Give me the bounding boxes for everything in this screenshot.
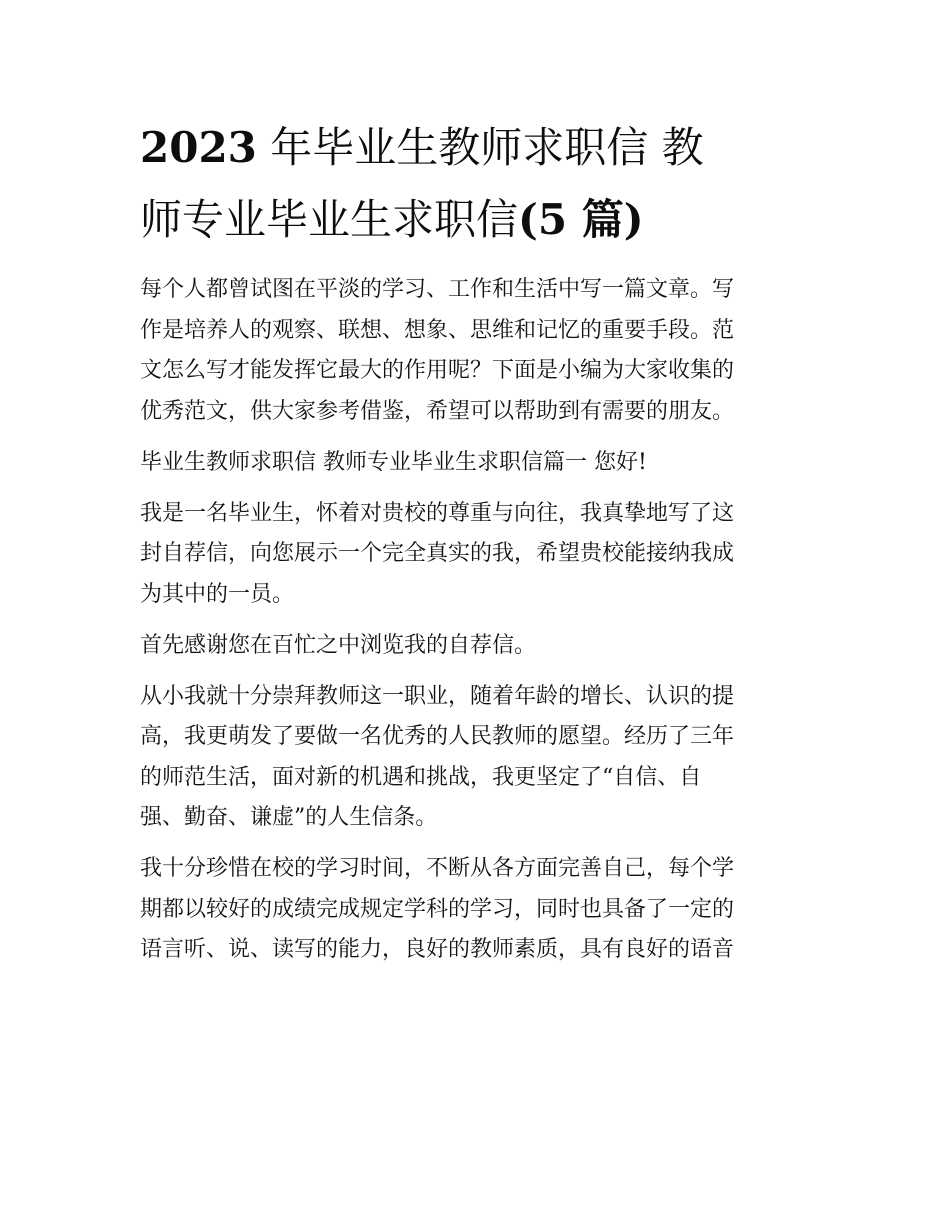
title-year: 2023 bbox=[140, 123, 257, 172]
title-line bbox=[140, 184, 812, 256]
title-text: 师专业毕业生求职信 bbox=[140, 195, 519, 244]
text-line: 我是一名毕业生，怀着对贵校的尊重与向往，我真挚地写了这 bbox=[140, 500, 735, 526]
paragraph-self-intro bbox=[140, 494, 812, 616]
text-line: 的师范生活，面对新的机遇和挑战，我更坚定了“自信、自 bbox=[140, 764, 702, 790]
text-line: 高，我更萌发了要做一名优秀的人民教师的愿望。经历了三年 bbox=[140, 724, 735, 749]
text-line: 优秀范文，供大家参考借鉴，希望可以帮助到有需要的朋友。 bbox=[140, 398, 735, 424]
text-line: 强、勤奋、谦虚”的人生信条。 bbox=[140, 805, 438, 830]
paragraph-motivation bbox=[140, 677, 812, 839]
document-content bbox=[140, 112, 812, 981]
text-line: 封自荐信，向您展示一个完全真实的我，希望贵校能接纳我成 bbox=[140, 541, 735, 566]
text-line: 期都以较好的成绩完成规定学科的学习，同时也具备了一定的 bbox=[140, 896, 735, 922]
paragraph-heading bbox=[140, 443, 812, 484]
paragraph-thanks bbox=[140, 626, 812, 667]
title-line bbox=[140, 112, 812, 184]
text-line: 从小我就十分崇拜教师这一职业，随着年龄的增长、认识的提 bbox=[140, 683, 735, 709]
title-text: 年毕业生教师求职信 教 bbox=[256, 123, 704, 172]
paragraph-study bbox=[140, 849, 812, 971]
document-title bbox=[140, 112, 812, 256]
text-line: 每个人都曾试图在平淡的学习、工作和生活中写一篇文章。写 bbox=[140, 277, 735, 302]
text-line: 语言听、说、读写的能力，良好的教师素质，具有良好的语音 bbox=[140, 937, 735, 962]
document-body bbox=[140, 270, 812, 971]
text-line: 文怎么写才能发挥它最大的作用呢？下面是小编为大家收集的 bbox=[140, 358, 735, 383]
text-line: 我十分珍惜在校的学习时间，不断从各方面完善自己，每个学 bbox=[140, 856, 735, 881]
paragraph-intro bbox=[140, 270, 812, 432]
text-line: 为其中的一员。 bbox=[140, 581, 295, 607]
text-line: 毕业生教师求职信 教师专业毕业生求职信篇一 您好! bbox=[140, 449, 647, 475]
title-suffix: (5 篇) bbox=[518, 195, 644, 244]
text-line: 作是培养人的观察、联想、想象、思维和记忆的重要手段。范 bbox=[140, 317, 735, 343]
text-line: 首先感谢您在百忙之中浏览我的自荐信。 bbox=[140, 632, 537, 658]
